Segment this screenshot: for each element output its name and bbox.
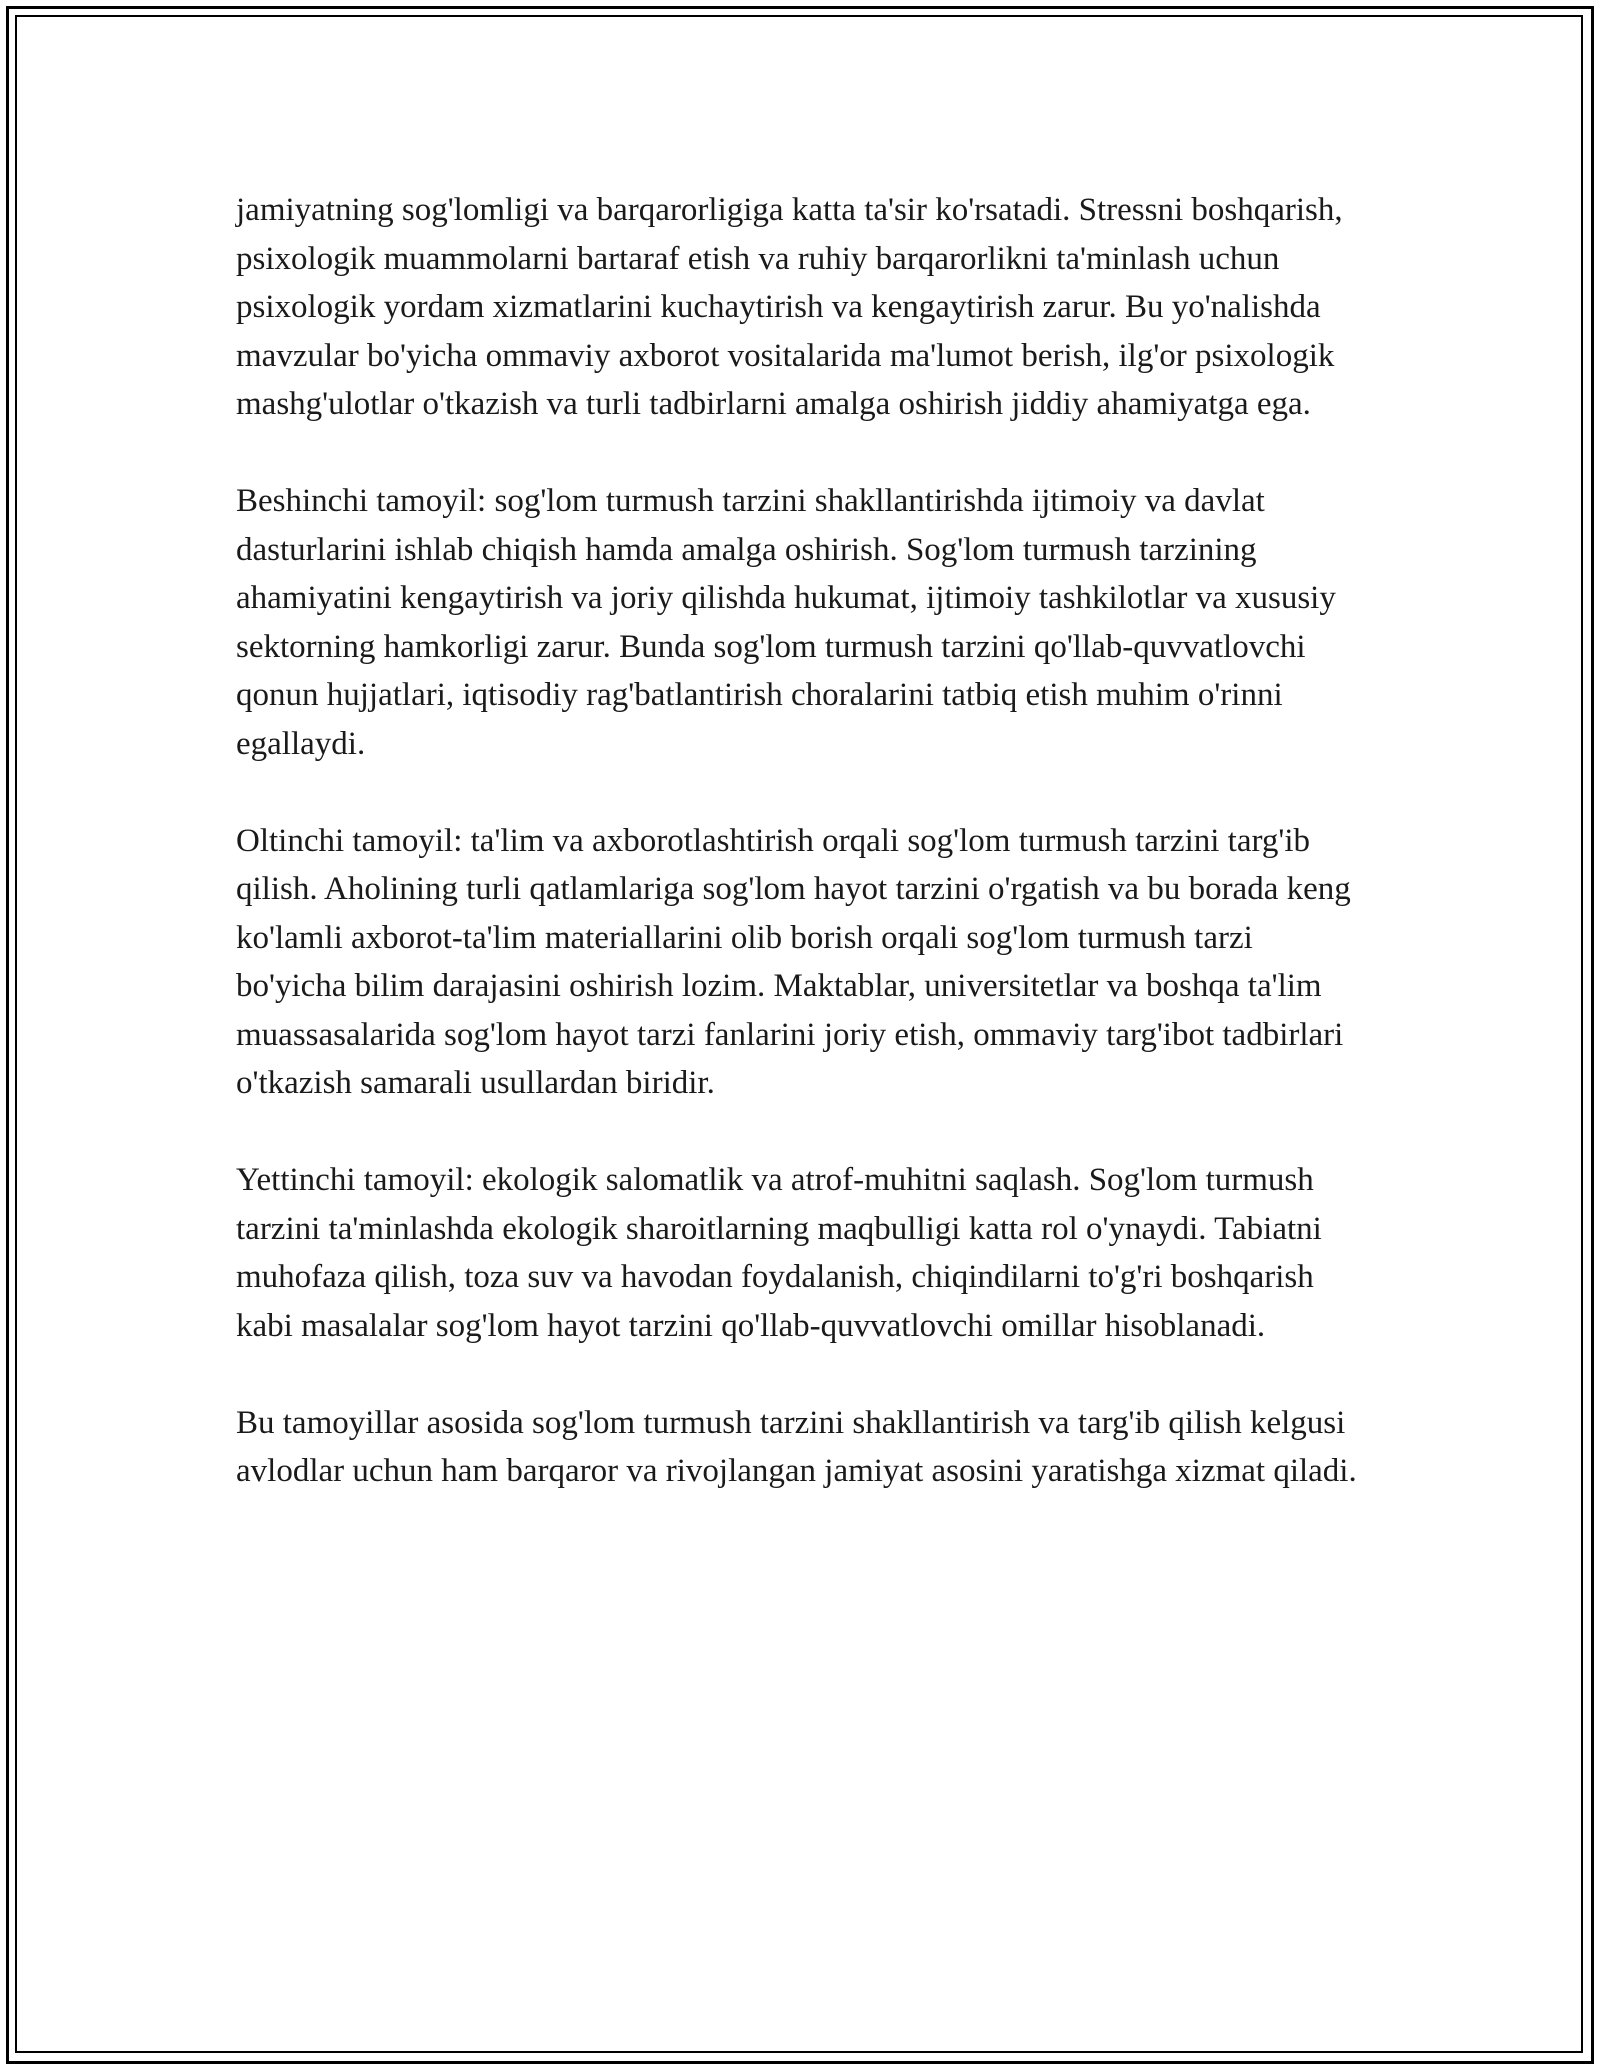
- paragraph: Oltinchi tamoyil: ta'lim va axborotlashtirish orqali sog'lom turmush tarzini targ'ib qilish. Aholining turli qatlamlariga sog'lom hayot tarzini o'rgatish va bu borada keng ko'lamli axborot-ta'lim materiallarini olib borish orqali sog'lom turmush tarzi bo'yicha bilim darajasini oshirish lozim. Maktablar, universitetlar va boshqa ta'lim muassasalarida sog'lom hayot tarzi fanlarini joriy etish, ommaviy targ'ibot tadbirlari o'tkazish samarali usullardan biridir.: [236, 822, 1351, 1101]
- paragraph: Yettinchi tamoyil: ekologik salomatlik va atrof-muhitni saqlash. Sog'lom turmush tarzini ta'minlashda ekologik sharoitlarning maqbulligi katta rol o'ynaydi. Tabiatni muhofaza qilish, toza suv va havodan foydalanish, chiqindilarni to'g'ri boshqarish kabi masalalar sog'lom hayot tarzini qo'llab-quvvatlovchi omillar hisoblanadi.: [236, 1162, 1322, 1344]
- paragraph: Beshinchi tamoyil: sog'lom turmush tarzini shakllantirishda ijtimoiy va davlat dasturlarini ishlab chiqish hamda amalga oshirish. Sog'lom turmush tarzining ahamiyatini kengaytirish va joriy qilishda hukumat, ijtimoiy tashkilotlar va xususiy sektorning hamkorligi zarur. Bunda sog'lom turmush tarzini qo'llab-quvvatlovchi qonun hujjatlari, iqtisodiy rag'batlantirish choralarini tatbiq etish muhim o'rinni egallaydi.: [236, 483, 1336, 762]
- document-body: [236, 186, 1366, 1496]
- paragraph: Bu tamoyillar asosida sog'lom turmush tarzini shakllantirish va targ'ib qilish kelgusi avlodlar uchun ham barqaror va rivojlangan jamiyat asosini yaratishga xizmat qiladi.: [236, 1404, 1357, 1489]
- paragraph: jamiyatning sog'lomligi va barqarorligiga katta ta'sir ko'rsatadi. Stressni boshqarish, psixologik muammolarni bartaraf etish va ruhiy barqarorlikni ta'minlash uchun psixologik yordam xizmatlarini kuchaytirish va kengaytirish zarur. Bu yo'nalishda mavzular bo'yicha ommaviy axborot vositalarida ma'lumot berish, ilg'or psixologik mashg'ulotlar o'tkazish va turli tadbirlarni amalga oshirish jiddiy ahamiyatga ega.: [236, 192, 1343, 422]
